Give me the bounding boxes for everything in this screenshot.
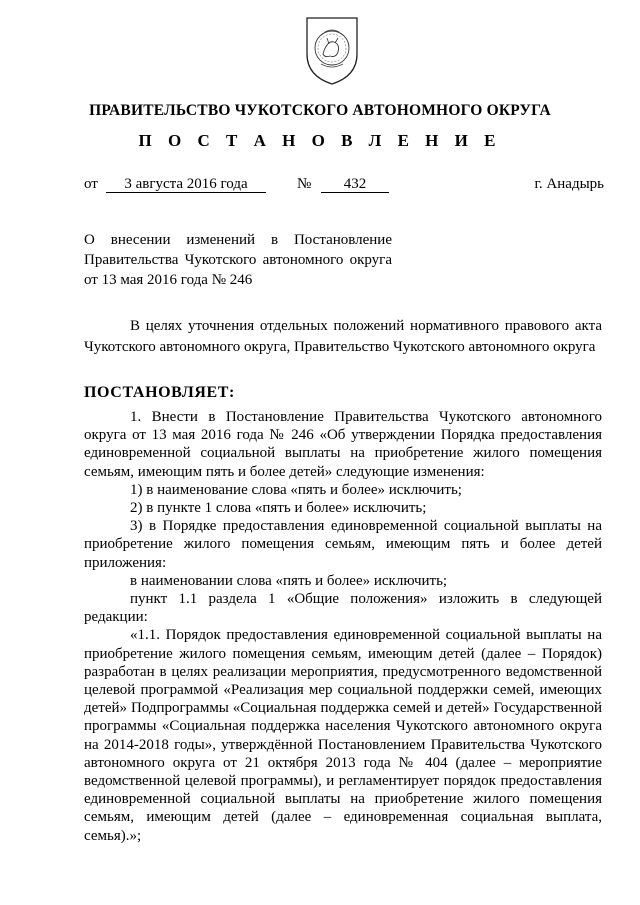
body-paragraph: пункт 1.1 раздела 1 «Общие положения» изложить в следующей редакции:: [84, 591, 602, 626]
document-type-title: П О С Т А Н О В Л Е Н И Е: [138, 131, 502, 150]
document-place: г. Анадырь: [534, 176, 604, 192]
subject-line: О внесении изменений в Постановление: [84, 232, 392, 248]
date-from-label: от: [84, 176, 98, 192]
resolve-heading: ПОСТАНОВЛЯЕТ:: [84, 384, 235, 401]
body-paragraph: «1.1. Порядок предоставления единовременной социальной выплаты на приобретение жилого помещения семьям, имеющим детей (далее – Порядок) разработан в целях реализации мероприятия, предусмотренного ведомственной целевой программой «Реализация мер социальной поддержки семей, имеющих детей» Подпрограммы «Социальная поддержка семей и детей» Государственной программы «Социальная поддержка населения Чукотского автономного округа на 2014-2018 годы», утверждённой Постановлением Правительства Чукотского автономного округа от 21 октября 2013 года № 404 (далее – мероприятие ведомственной целевой программы), и регламентирует порядок предоставления единовременной социальной выплаты на приобретение жилого помещения семьям, имеющим детей (далее – единовременная социальная выплата, семья).»;: [84, 627, 602, 844]
date-number-line: [84, 176, 604, 196]
preamble-paragraph: В целях уточнения отдельных положений нормативного правового акта Чукотского автономного округа, Правительство Чукотского автономного округа: [84, 318, 602, 355]
subject-line: Правительства Чукотского автономного округа: [84, 252, 392, 268]
document-subject: [84, 230, 392, 290]
organization-title: ПРАВИТЕЛЬСТВО ЧУКОТСКОГО АВТОНОМНОГО ОКРУГА: [89, 102, 551, 119]
document-number: 432: [321, 176, 389, 193]
body-paragraph: 3) в Порядке предоставления единовременной социальной выплаты на приобретение жилого помещения семьям, имеющим пять и более детей приложения:: [84, 518, 602, 571]
body-paragraph: в наименовании слова «пять и более» исключить;: [130, 572, 448, 589]
body-paragraph: 1) в наименование слова «пять и более» исключить;: [130, 481, 462, 498]
document-date: 3 августа 2016 года: [106, 176, 266, 193]
subject-line: от 13 мая 2016 года № 246: [84, 272, 253, 288]
coat-of-arms-icon: [303, 14, 361, 86]
body-paragraph: 2) в пункте 1 слова «пять и более» исключить;: [130, 500, 427, 517]
resolution-body: [84, 408, 602, 845]
number-label: №: [297, 176, 312, 192]
body-paragraph: 1. Внести в Постановление Правительства Чукотского автономного округа от 13 мая 2016 года № 246 «Об утверждении Порядка предоставления единовременной социальной выплаты на приобретение жилого помещения семьям, имеющим пять и более детей» следующие изменения:: [84, 409, 602, 480]
